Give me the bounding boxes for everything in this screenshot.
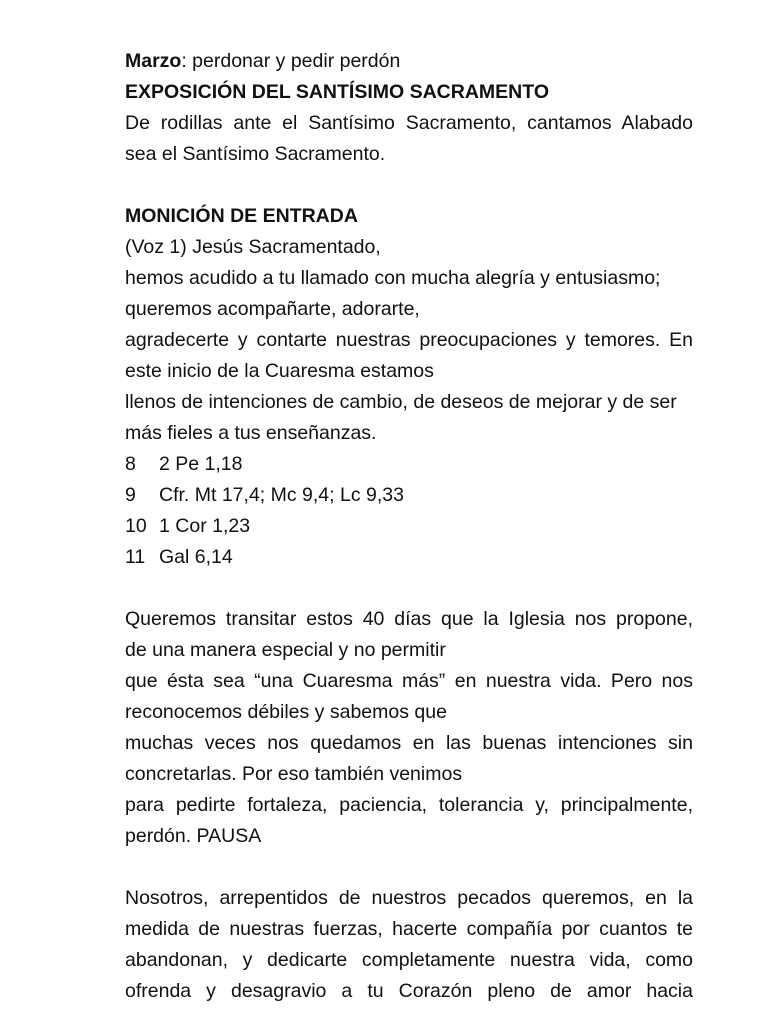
footnote-reference: Gal 6,14 — [159, 546, 233, 568]
paragraph2-line: Queremos transitar estos 40 días que la Iglesia nos propone, — [125, 608, 693, 630]
footnote-item — [125, 480, 693, 511]
paragraph3-line: medida de nuestras fuerzas, hacerte compañía por cuantos te — [125, 918, 693, 940]
footnote-number: 9 — [125, 484, 136, 506]
monicion-line: más fieles a tus enseñanzas. — [125, 422, 377, 444]
footnote-item — [125, 449, 693, 480]
paragraph2-line: que ésta sea “una Cuaresma más” en nuestra vida. Pero nos — [125, 670, 693, 692]
footnote-reference: 2 Pe 1,18 — [159, 453, 243, 475]
exposicion-text-line: De rodillas ante el Santísimo Sacramento, cantamos Alabado — [125, 112, 693, 134]
paragraph-gap — [125, 852, 693, 883]
month-theme: : perdonar y pedir perdón — [181, 50, 401, 72]
footnote-item — [125, 511, 693, 542]
monicion-line: este inicio de la Cuaresma estamos — [125, 360, 434, 382]
monicion-line: (Voz 1) Jesús Sacramentado, — [125, 236, 381, 258]
section-title-exposicion: EXPOSICIÓN DEL SANTÍSIMO SACRAMENTO — [125, 81, 549, 103]
footnote-reference: Cfr. Mt 17,4; Mc 9,4; Lc 9,33 — [159, 484, 404, 506]
paragraph2-line: para pedirte fortaleza, paciencia, tolerancia y, principalmente, — [125, 794, 693, 816]
paragraph2-line: de una manera especial y no permitir — [125, 639, 446, 661]
footnote-number: 10 — [125, 515, 147, 537]
paragraph2-line: reconocemos débiles y sabemos que — [125, 701, 447, 723]
monicion-line: llenos de intenciones de cambio, de deseos de mejorar y de ser — [125, 391, 677, 413]
document-page — [125, 46, 693, 1007]
monicion-line: hemos acudido a tu llamado con mucha alegría y entusiasmo; — [125, 267, 661, 289]
paragraph-gap — [125, 573, 693, 604]
monicion-line: queremos acompañarte, adorarte, — [125, 298, 420, 320]
footnote-number: 8 — [125, 453, 136, 475]
paragraph2-line: perdón. PAUSA — [125, 825, 262, 847]
monicion-line: agradecerte y contarte nuestras preocupaciones y temores. En — [125, 329, 693, 351]
paragraph3-line: ofrenda y desagravio a tu Corazón pleno de amor hacia — [125, 980, 693, 1002]
footnote-item — [125, 542, 693, 573]
footnote-number: 11 — [125, 546, 146, 568]
month-line — [125, 46, 693, 77]
paragraph2-line: concretarlas. Por eso también venimos — [125, 763, 463, 785]
month-label: Marzo — [125, 50, 182, 72]
exposicion-text-line: sea el Santísimo Sacramento. — [125, 143, 386, 165]
paragraph-gap — [125, 170, 693, 201]
footnote-reference: 1 Cor 1,23 — [159, 515, 251, 537]
paragraph3-line: abandonan, y dedicarte completamente nuestra vida, como — [125, 949, 693, 971]
section-title-monicion: MONICIÓN DE ENTRADA — [125, 205, 358, 227]
paragraph2-line: muchas veces nos quedamos en las buenas intenciones sin — [125, 732, 693, 754]
paragraph3-line: Nosotros, arrepentidos de nuestros pecados queremos, en la — [125, 887, 693, 909]
